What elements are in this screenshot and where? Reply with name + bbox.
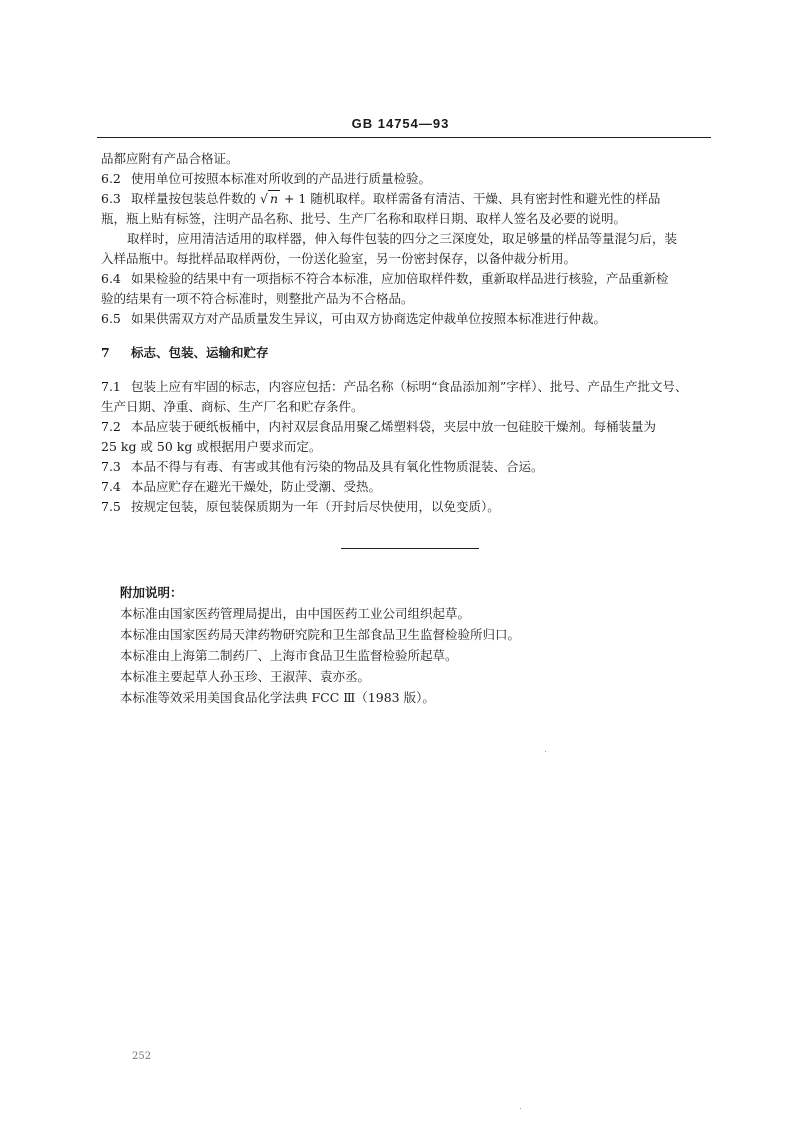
clause-text: 本品应贮存在避光干燥处，防止受潮、受热。	[131, 479, 382, 494]
heading-text: 标志、包装、运输和贮存	[131, 345, 269, 360]
standard-body-text	[101, 149, 716, 517]
notes-line: 本标准由上海第二制药厂、上海市食品卫生监督检验所起草。	[120, 648, 458, 663]
text-line	[101, 289, 716, 309]
clause-number: 6.2	[101, 171, 121, 186]
section-gap	[101, 329, 716, 343]
clause-number: 6.5	[101, 311, 121, 326]
clause-number: 7.1	[101, 379, 121, 394]
scan-speck	[520, 1108, 521, 1109]
notes-line: 本标准等效采用美国食品化学法典 FCC Ⅲ（1983 版）。	[120, 690, 435, 705]
text-line	[101, 209, 716, 229]
sqrt-radicand: n	[269, 191, 279, 206]
text-line	[101, 309, 716, 329]
clause-text: 如果供需双方对产品质量发生异议，可由双方协商选定仲裁单位按照本标准进行仲裁。	[131, 311, 607, 326]
scan-speck	[545, 751, 546, 752]
clause-text: 瓶，瓶上贴有标签，注明产品名称、批号、生产厂名称和取样日期、取样人签名及必要的说明。	[101, 211, 627, 226]
clause-number: 6.4	[101, 271, 121, 286]
clause-text: 入样品瓶中。每批样品取样两份，一份送化验室，另一份密封保存，以备仲裁分析用。	[101, 251, 577, 266]
clause-text: 本品应装于硬纸板桶中，内衬双层食品用聚乙烯塑料袋，夹层中放一包硅胶干燥剂。每桶装量为	[131, 419, 657, 434]
text-line	[101, 189, 716, 209]
text-line	[101, 437, 716, 457]
text-line	[101, 377, 716, 397]
text-line	[101, 397, 716, 417]
clause-text: 按规定包装，原包装保质期为一年（开封后尽快使用，以免变质）。	[131, 499, 500, 514]
notes-line: 本标准由国家医药局天津药物研究院和卫生部食品卫生监督检验所归口。	[120, 627, 521, 642]
text-line	[101, 149, 716, 169]
notes-line: 本标准主要起草人孙玉珍、王淑萍、袁亦丞。	[120, 669, 371, 684]
clause-number: 6.3	[101, 191, 121, 206]
clause-text: 生产日期、净重、商标、生产厂名和贮存条件。	[101, 399, 364, 414]
page-number: 252	[132, 1051, 152, 1062]
text-line	[101, 477, 716, 497]
section-gap	[101, 363, 716, 377]
standard-code-header: GB 14754—93	[351, 116, 450, 131]
section-heading	[101, 343, 716, 363]
end-divider	[341, 548, 479, 549]
text-line	[101, 269, 716, 289]
text-line	[101, 457, 716, 477]
clause-text: 使用单位可按照本标准对所收到的产品进行质量检验。	[131, 171, 432, 186]
sqrt-symbol: √	[259, 191, 268, 206]
clause-number: 7.3	[101, 459, 121, 474]
clause-text: 品都应附有产品合格证。	[101, 151, 239, 166]
notes-title: 附加说明：	[120, 585, 183, 600]
clause-text: 本品不得与有毒、有害或其他有污染的物品及具有氧化性物质混装、合运。	[131, 459, 544, 474]
clause-number: 7.4	[101, 479, 121, 494]
clause-text: + 1 随机取样。取样需备有清洁、干燥、具有密封性和避光性的样品	[280, 191, 661, 206]
text-line	[101, 497, 716, 517]
clause-number: 7	[101, 345, 110, 360]
additional-notes	[120, 582, 720, 708]
clause-text: 取样量按包装总件数的	[131, 191, 260, 206]
clause-text: 取样时，应用清洁适用的取样器，伸入每件包装的四分之三深度处，取足够量的样品等量混匀后，装	[127, 231, 678, 246]
clause-number: 7.5	[101, 499, 121, 514]
clause-number: 7.2	[101, 419, 121, 434]
clause-text: 25 kg 或 50 kg 或根据用户要求而定。	[101, 439, 322, 454]
text-line	[101, 229, 716, 249]
notes-line: 本标准由国家医药管理局提出，由中国医药工业公司组织起草。	[120, 606, 471, 621]
clause-text: 如果检验的结果中有一项指标不符合本标准，应加倍取样件数，重新取样品进行核验，产品重新检	[131, 271, 669, 286]
clause-text: 验的结果有一项不符合标准时，则整批产品为不合格品。	[101, 291, 414, 306]
text-line	[101, 417, 716, 437]
text-line	[101, 249, 716, 269]
text-line	[101, 169, 716, 189]
clause-text: 包装上应有牢固的标志，内容应包括：产品名称（标明“食品添加剂”字样）、批号、产品生产批文号、	[131, 379, 688, 394]
header-rule	[97, 137, 711, 138]
